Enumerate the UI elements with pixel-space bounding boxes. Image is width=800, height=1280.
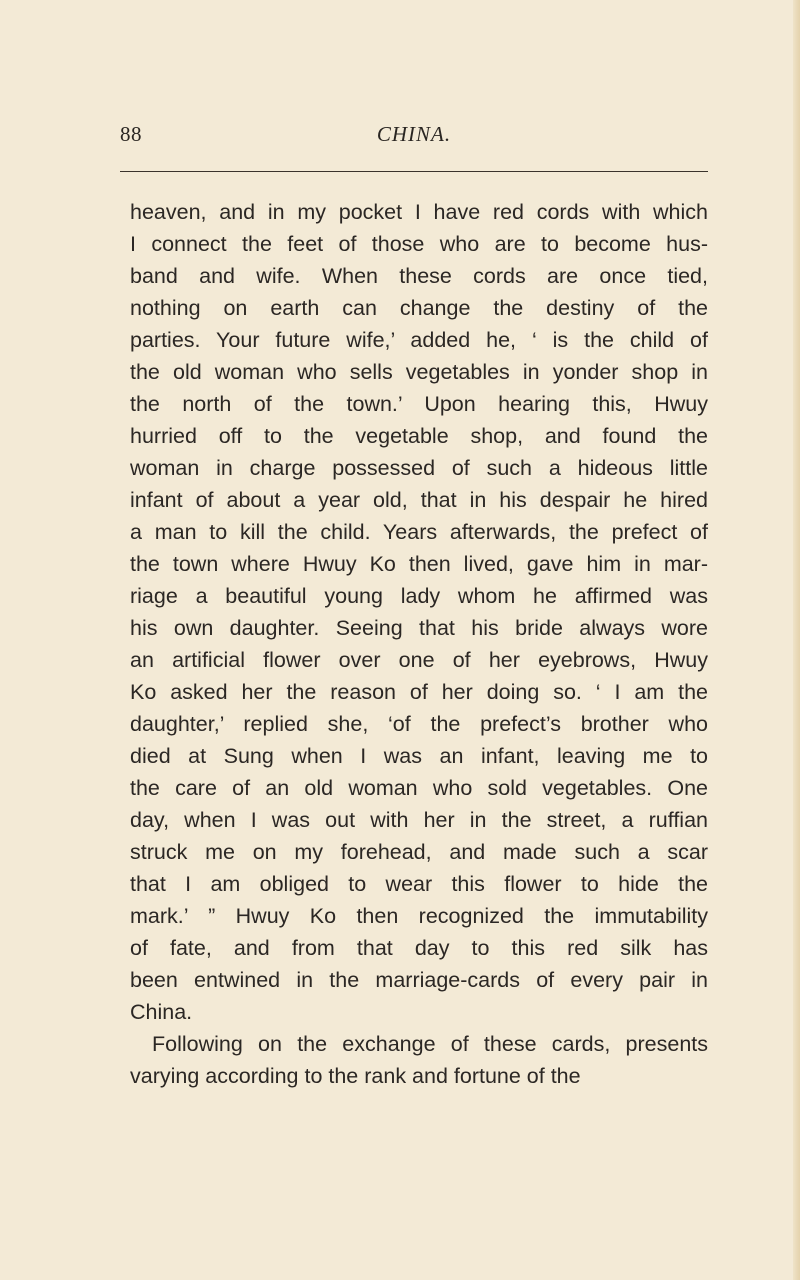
text-line: his own daughter. Seeing that his bride always wore <box>130 616 708 640</box>
paragraph <box>130 1028 708 1092</box>
text-line: that I am obliged to wear this flower to hide the <box>130 872 708 896</box>
text-line: Ko asked her the reason of her doing so. ‘ I am the <box>130 680 708 704</box>
text-line: woman in charge possessed of such a hideous little <box>130 456 708 480</box>
text-line: daughter,’ replied she, ‘of the prefect’s brother who <box>130 712 708 736</box>
text-line: an artificial flower over one of her eyebrows, Hwuy <box>130 648 708 672</box>
text-line: parties. Your future wife,’ added he, ‘ is the child of <box>130 328 708 352</box>
text-line: hurried off to the vegetable shop, and found the <box>130 424 708 448</box>
text-line: China. <box>130 1000 193 1024</box>
text-line: nothing on earth can change the destiny of the <box>130 296 708 320</box>
text-line: Following on the exchange of these cards, presents <box>152 1032 708 1056</box>
text-line: died at Sung when I was an infant, leaving me to <box>130 744 708 768</box>
paragraph <box>130 196 708 1028</box>
text-line: day, when I was out with her in the street, a ruffian <box>130 808 708 832</box>
text-line: band and wife. When these cords are once tied, <box>130 264 708 288</box>
text-line: I connect the feet of those who are to become hus- <box>130 232 708 256</box>
text-line: a man to kill the child. Years afterwards, the prefect of <box>130 520 708 544</box>
page-edge <box>793 0 800 1280</box>
running-head: CHINA. <box>376 122 452 146</box>
page-header <box>120 122 708 162</box>
text-line: struck me on my forehead, and made such a scar <box>130 840 708 864</box>
text-line: of fate, and from that day to this red silk has <box>130 936 708 960</box>
text-line: the old woman who sells vegetables in yonder shop in <box>130 360 708 384</box>
text-line: infant of about a year old, that in his despair he hired <box>130 488 708 512</box>
page-number: 88 <box>120 122 142 146</box>
text-line: heaven, and in my pocket I have red cords with which <box>130 200 708 224</box>
text-line: the care of an old woman who sold vegetables. One <box>130 776 708 800</box>
text-line: the north of the town.’ Upon hearing this, Hwuy <box>130 392 708 416</box>
text-line: varying according to the rank and fortune of the <box>130 1064 581 1088</box>
body-text <box>130 196 708 1092</box>
text-line: mark.’ ” Hwuy Ko then recognized the immutability <box>130 904 708 928</box>
text-line: the town where Hwuy Ko then lived, gave him in mar- <box>130 552 708 576</box>
text-line: been entwined in the marriage-cards of every pair in <box>130 968 708 992</box>
text-line: riage a beautiful young lady whom he affirmed was <box>130 584 708 608</box>
header-rule <box>120 171 708 172</box>
